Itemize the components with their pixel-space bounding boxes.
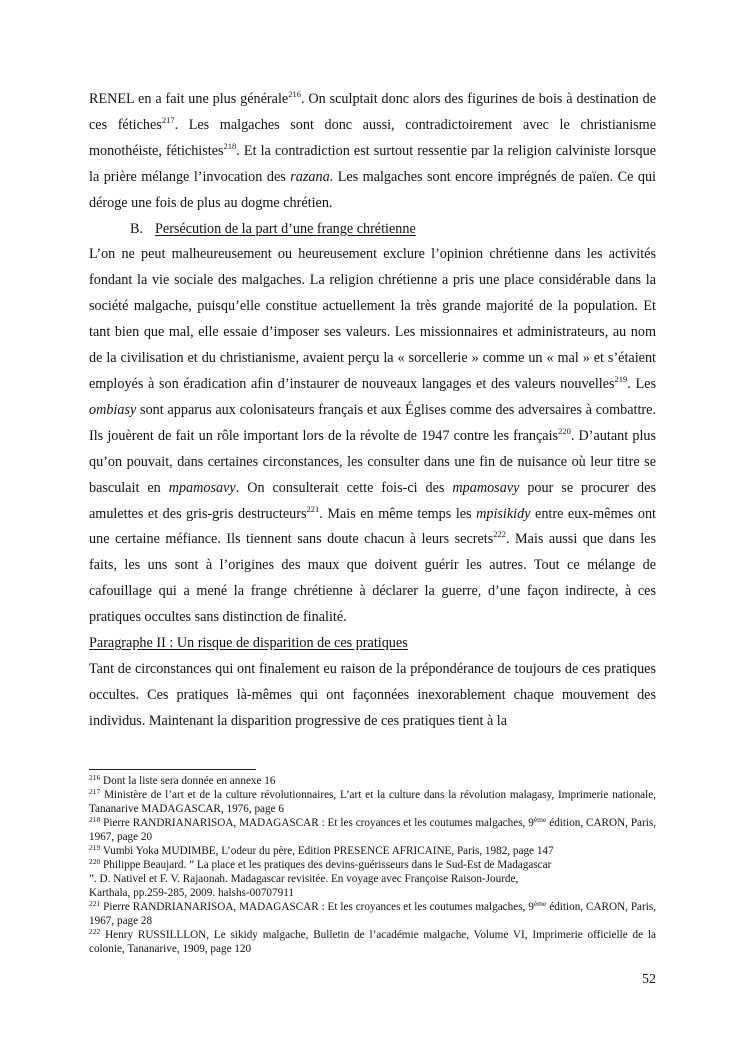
section-title: Persécution de la part d’une frange chrétienne — [155, 220, 416, 237]
footnote-220: $^{220}$ Philippe Beaujard. ” La place et les pratiques des devins-guérisseurs dans le Sud-Est de Madagascar ”. D. Nativel et F. V. Rajaonah. Madagascar revisitée. En voyage avec Françoise Raison-Jourde, Karthala, pp.259-285, 2009. halshs-00707911 — [89, 857, 552, 899]
page-number: 52 — [642, 972, 656, 987]
paragraph-heading-ii: Paragraphe II : Un risque de disparition de ces pratiques — [89, 635, 408, 652]
footnote-ref[interactable]: 217 — [161, 114, 175, 125]
paragraph-3: Tant de circonstances qui ont finalement eu raison de la prépondérance de toujours de ces pratiques occultes. Ces pratiques là-mêmes qui ont façonnées inexorablement chaque mouvement des individus. Maintenant la disparition progressive de ces pratiques tient à la — [89, 660, 656, 729]
footnote-221: $^{221}$ Pierre RANDRIANARISOA, MADAGASCAR : Et les croyances et les coutumes malgaches, 9ème édition, CARON, Paris, 1967, page 28 — [89, 899, 656, 927]
section-heading-b — [89, 217, 656, 243]
footnote-ref[interactable]: 221 — [306, 503, 320, 514]
footnote-ref[interactable]: 219 — [614, 373, 628, 384]
footnote-ref[interactable]: 218 — [223, 140, 237, 151]
footnote-ref[interactable]: 222 — [493, 529, 506, 540]
paragraph-2: L’on ne peut malheureusement ou heureusement exclure l’opinion chrétienne dans les activités fondant la vie sociale des malgaches. La religion chrétienne a pris une place considérable dans la société malgache, puisqu’elle constitue actuellement la très grande majorité de la population. Et tant bien que mal, elle essaie d’imposer ses valeurs. Les missionnaires et administrateurs, au nom de la civilisation et du christianisme, avaient perçu la « sorcellerie » comme un « mal » et s’étaient employés à son éradication afin d’instaurer de nouveaux langages et des valeurs nouvelles$^{219}$. Les ombiasy sont apparus aux colonisateurs français et aux Églises comme des adversaires à combattre. Ils jouèrent de fait un rôle important lors de la révolte de 1947 contre les français$^{220}$. D’autant plus qu’on pouvait, dans certaines circonstances, les consulter dans une fin de nuisance où leur titre se basculait en mpamosavy. On consulterait cette fois-ci des mpamosavy pour se procurer des amulettes et des gris-gris destructeurs$^{221}$. Mais en même temps les mpisikidy entre eux-mêmes ont une certaine méfiance. Ils tiennent sans doute chacun à leurs secrets$^{222}$. Mais aussi que dans les faits, les uns sont à l’origines des maux que doivent guérir les autres. Tout ce mélange de cafouillage qui a mené la frange chrétienne à déclarer la guerre, d’une façon indirecte, à ces pratiques occultes sans distinction de finalité. — [89, 246, 656, 626]
body-text — [89, 87, 656, 735]
footnote-219: $^{219}$ Vumbi Yoka MUDIMBE, L’odeur du père, Edition PRESENCE AFRICAINE, Paris, 1982, page 147 — [89, 843, 554, 857]
section-letter: B. — [130, 220, 144, 237]
footnote-ref[interactable]: 220 — [558, 425, 571, 436]
footnote-217: $^{217}$ Ministère de l’art et de la culture révolutionnaires, L’art et la culture dans la révolution malagasy, Imprimerie nationale, Tananarive MADAGASCAR, 1976, page 6 — [89, 787, 656, 815]
footnote-separator — [89, 769, 256, 770]
footnote-218: $^{218}$ Pierre RANDRIANARISOA, MADAGASCAR : Et les croyances et les coutumes malgaches, 9ème édition, CARON, Paris, 1967, page 20 — [89, 815, 656, 843]
footnote-222: $^{222}$ Henry RUSSILLLON, Le sikidy malgache, Bulletin de l’académie malgache, Volume VI, Imprimerie officielle de la colonie, Tananarive, 1909, page 120 — [89, 927, 656, 955]
paragraph-1: RENEL en a fait une plus générale$^{216}$. On sculptait donc alors des figurines de bois à destination de ces fétiches$^{217}$. Les malgaches sont donc aussi, contradictoirement avec le christianisme monothéiste, fétichistes$^{218}$. Et la contradiction est surtout ressentie par la religion calviniste lorsque la prière mélange l’invocation des razana. Les malgaches sont encore imprégnés de païen. Ce qui déroge une fois de plus au dogme chrétien. — [89, 89, 657, 211]
footnote-ref[interactable]: 216 — [288, 89, 301, 99]
footnote-216: $^{216}$ Dont la liste sera donnée en annexe 16 — [89, 773, 276, 787]
footnotes — [89, 774, 656, 956]
